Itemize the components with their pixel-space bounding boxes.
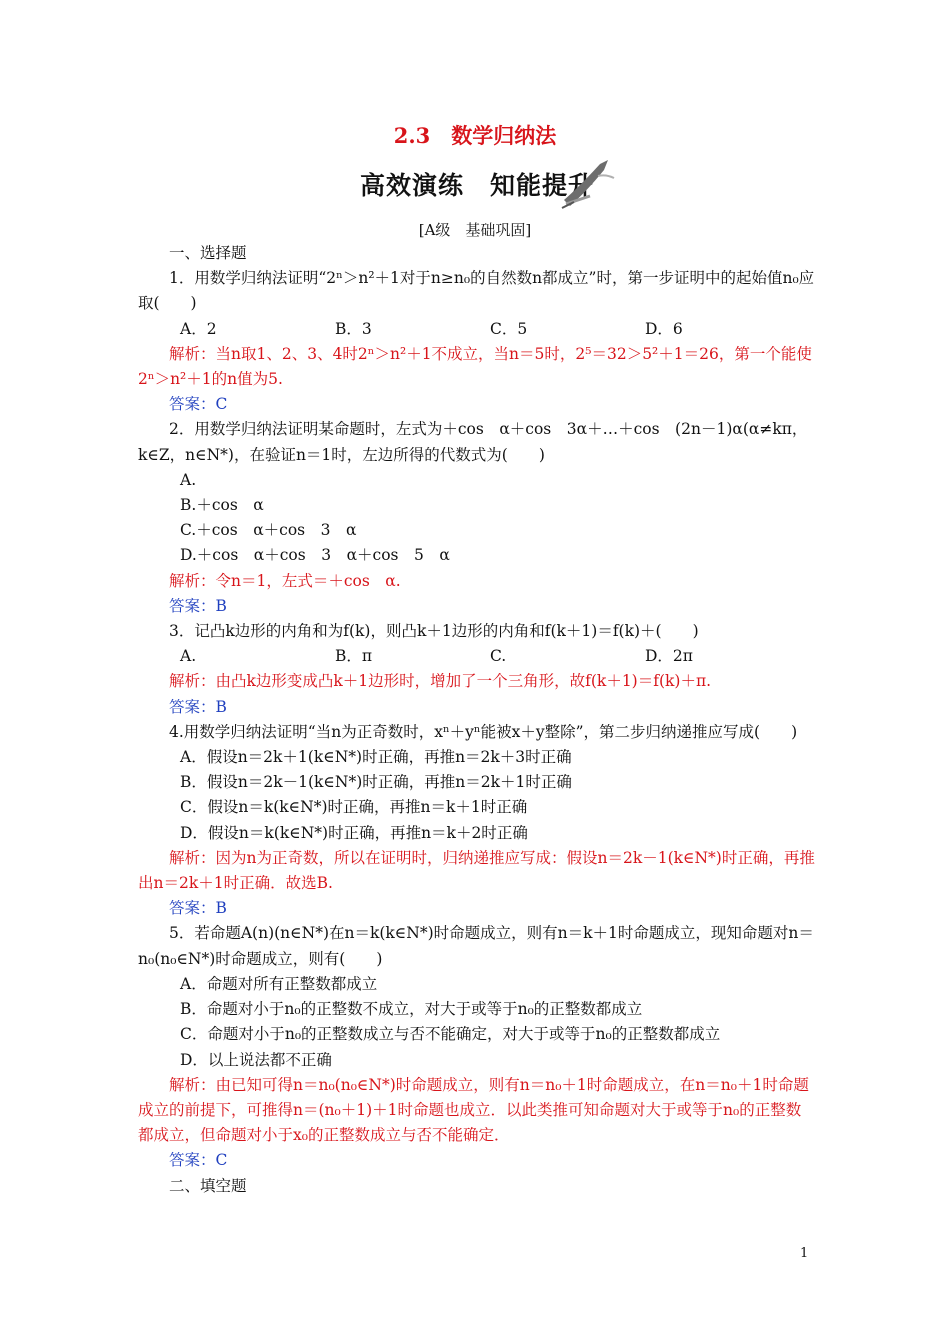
option: C．假设n＝k(k∈N*)时正确，再推n＝k＋1时正确	[180, 798, 528, 817]
question-2-stem: 2．用数学归纳法证明某命题时，左式为＋cos α＋cos 3α＋…＋cos (2n－1)α(α≠kπ，k∈Z，n∈N*)，在验证n＝1时，左边所得的代数式为( )	[138, 420, 808, 464]
option: B.＋cos α	[180, 496, 264, 515]
option: C.	[490, 647, 507, 666]
option: C．命题对小于n₀的正整数成立与否不能确定，对大于或等于n₀的正整数都成立	[180, 1025, 721, 1044]
option: C.＋cos α＋cos 3 α	[180, 521, 357, 540]
page-title: 2.3 数学归纳法	[393, 123, 557, 148]
question-4-stem: 4.用数学归纳法证明“当n为正奇数时，xⁿ＋yⁿ能被x＋y整除”，第二步归纳递推应写成( )	[169, 722, 798, 741]
banner-text: 高效演练 知能提升	[360, 171, 595, 200]
option: D.＋cos α＋cos 3 α＋cos 5 α	[180, 546, 450, 565]
question-1-stem: 1．用数学归纳法证明“2ⁿ＞n²＋1对于n≥n₀的自然数n都成立”时，第一步证明中的起始值n₀应取( )	[138, 269, 815, 313]
question-2-analysis: 解析：令n＝1，左式＝＋cos α.	[169, 571, 401, 590]
question-4-answer: 答案：B	[169, 899, 227, 918]
option: A．2	[180, 319, 217, 338]
option: D．2π	[645, 647, 693, 666]
question-3-stem: 3．记凸k边形的内角和为f(k)，则凸k＋1边形的内角和f(k＋1)＝f(k)＋( )	[169, 622, 699, 641]
option: A.	[180, 647, 197, 666]
option: A．假设n＝2k＋1(k∈N*)时正确，再推n＝2k＋3时正确	[180, 748, 572, 767]
option: D．6	[645, 319, 683, 338]
section-heading: 二、填空题	[169, 1176, 247, 1195]
option: C．5	[490, 319, 528, 338]
section-heading: 一、选择题	[169, 244, 247, 262]
option: B．3	[335, 319, 372, 338]
option: D．假设n＝k(k∈N*)时正确，再推n＝k＋2时正确	[180, 823, 528, 842]
option: B．假设n＝2k－1(k∈N*)时正确，再推n＝2k＋1时正确	[180, 773, 572, 792]
page-number: 1	[800, 1246, 809, 1261]
question-1-answer: 答案：C	[169, 395, 228, 414]
question-3-options	[138, 644, 816, 669]
content	[138, 241, 816, 1199]
pen-brush-icon	[560, 156, 620, 214]
level-heading: [A级 基础巩固]	[418, 221, 532, 239]
question-1-options	[138, 317, 816, 342]
option: A．命题对所有正整数都成立	[180, 974, 378, 993]
question-3-analysis: 解析：由凸k边形变成凸k＋1边形时，增加了一个三角形，故f(k＋1)＝f(k)＋π.	[169, 672, 712, 691]
option: D．以上说法都不正确	[180, 1050, 332, 1069]
question-5-answer: 答案：C	[169, 1151, 228, 1170]
question-3-answer: 答案：B	[169, 697, 227, 716]
question-5-stem: 5．若命题A(n)(n∈N*)在n＝k(k∈N*)时命题成立，则有n＝k＋1时命题成立，现知命题对n＝n₀(n₀∈N*)时命题成立，则有( )	[138, 924, 814, 968]
question-4-analysis: 解析：因为n为正奇数，所以在证明时，归纳递推应写成：假设n＝2k－1(k∈N*)时正确，再推出n＝2k＋1时正确．故选B.	[138, 848, 815, 893]
question-2-answer: 答案：B	[169, 596, 227, 615]
question-5-analysis: 解析：由已知可得n＝n₀(n₀∈N*)时命题成立，则有n＝n₀＋1时命题成立，在n＝n₀＋1时命题成立的前提下，可推得n＝(n₀＋1)＋1时命题也成立．以此类推可知命题对大于或等于n₀的正整数都成立，但命题对小于x₀的正整数成立与否不能确定．	[138, 1075, 809, 1145]
banner	[350, 160, 620, 210]
option: B．命题对小于n₀的正整数不成立，对大于或等于n₀的正整数都成立	[180, 1000, 643, 1019]
option: A.	[180, 470, 197, 489]
option: B．π	[335, 647, 373, 666]
question-1-analysis: 解析：当n取1、2、3、4时2ⁿ＞n²＋1不成立，当n＝5时，2⁵＝32＞5²＋1＝26，第一个能使2ⁿ＞n²＋1的n值为5.	[138, 344, 812, 389]
